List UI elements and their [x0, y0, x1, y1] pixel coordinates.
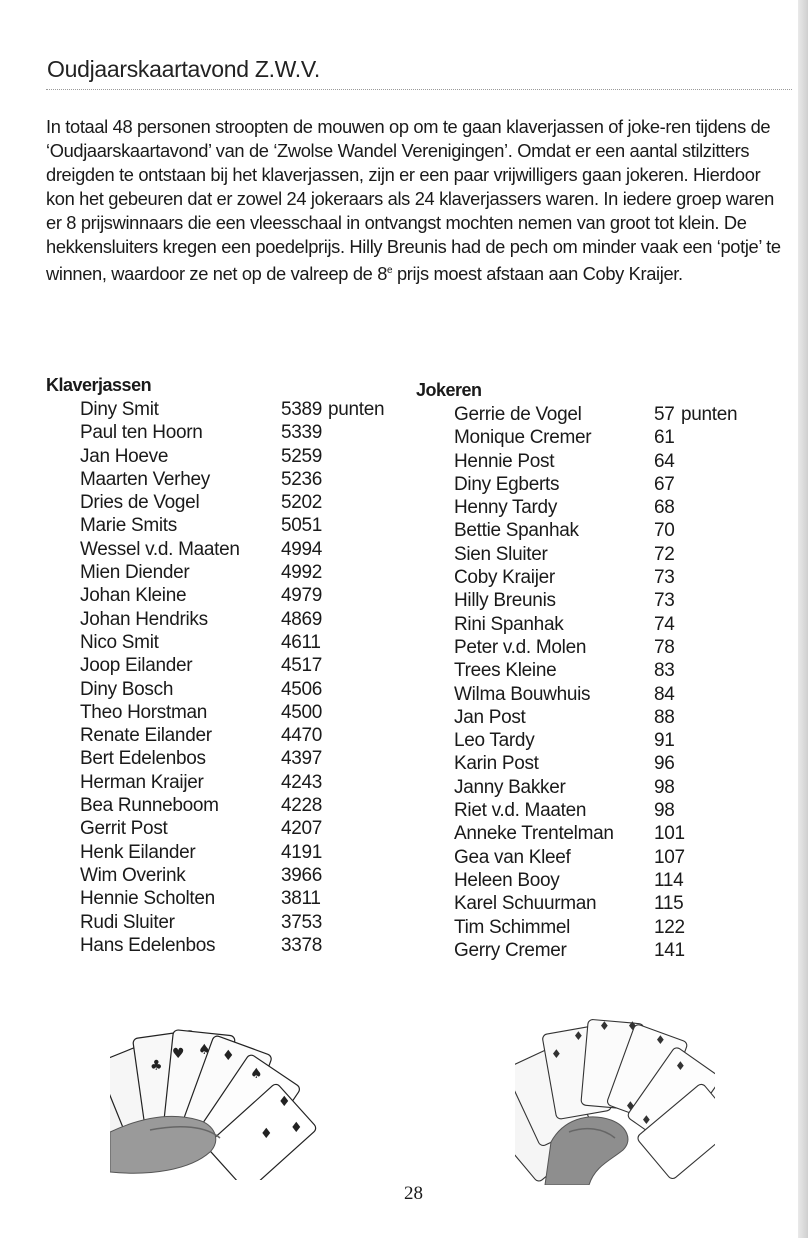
player-score: 5051 [281, 515, 323, 537]
svg-text:♦: ♦ [625, 1099, 636, 1113]
result-row [46, 468, 323, 491]
result-row [416, 613, 675, 636]
player-score: 73 [654, 590, 675, 612]
player-name: Diny Bosch [80, 678, 174, 700]
player-name: Henk Eilander [80, 841, 196, 863]
result-row [46, 631, 321, 654]
player-score: 115 [654, 893, 684, 915]
player-name: Wessel v.d. Maaten [80, 538, 240, 560]
player-name: Gerrie de Vogel [454, 404, 582, 425]
player-name: Gea van Kleef [454, 846, 571, 868]
playing-cards-photo-left [110, 1020, 350, 1180]
title-divider [46, 89, 792, 90]
klaverjassen-column [46, 373, 385, 957]
result-row [416, 589, 675, 612]
result-row [416, 706, 675, 729]
player-score: 3378 [281, 934, 323, 956]
player-name: Wilma Bouwhuis [454, 683, 591, 705]
player-score: 3811 [281, 888, 321, 910]
result-row [46, 724, 323, 747]
player-name: Bea Runneboom [80, 795, 219, 817]
result-row [46, 538, 323, 561]
player-score: 4992 [281, 562, 323, 584]
player-score: 73 [654, 567, 675, 589]
svg-text:♥: ♥ [172, 1046, 185, 1062]
result-row [416, 892, 684, 915]
result-row [416, 752, 675, 775]
player-name: Trees Kleine [454, 660, 557, 682]
player-name: Maarten Verhey [80, 468, 210, 490]
player-name: Leo Tardy [454, 730, 535, 752]
player-score: 4517 [281, 655, 323, 677]
result-row [46, 514, 323, 537]
player-name: Sien Sluiter [454, 543, 548, 565]
playing-cards-photo-right [515, 1000, 715, 1185]
player-score: 91 [654, 730, 675, 752]
result-row [46, 701, 323, 724]
svg-text:♦: ♦ [290, 1120, 303, 1136]
result-row [46, 747, 323, 770]
player-name: Nico Smit [80, 631, 159, 653]
player-score: 70 [654, 520, 675, 542]
result-row [46, 421, 323, 444]
player-score: 68 [654, 497, 675, 519]
player-name: Rini Spanhak [454, 613, 564, 635]
player-name: Theo Horstman [80, 701, 208, 723]
result-row [46, 841, 323, 864]
result-row [46, 398, 385, 421]
player-name: Diny Smit [80, 399, 159, 420]
result-row [416, 939, 685, 962]
player-name: Hennie Scholten [80, 888, 215, 910]
player-name: Hennie Post [454, 450, 555, 472]
result-row [416, 776, 675, 799]
player-score: 5339 [281, 422, 323, 444]
jokeren-results [416, 403, 738, 962]
result-row [46, 794, 323, 817]
player-name: Renate Eilander [80, 725, 212, 747]
result-row [46, 608, 323, 631]
player-name: Johan Hendriks [80, 608, 208, 630]
player-score: 101 [654, 823, 685, 845]
result-row [416, 566, 675, 589]
page-edge [798, 0, 808, 1238]
player-name: Joop Eilander [80, 655, 193, 677]
player-name: Karin Post [454, 753, 539, 775]
result-row [46, 678, 323, 701]
result-row [46, 491, 323, 514]
player-score: 84 [654, 683, 675, 705]
player-score: 96 [654, 753, 675, 775]
player-name: Gerry Cremer [454, 939, 567, 961]
svg-text:♣: ♣ [150, 1058, 163, 1074]
svg-text:♦: ♦ [641, 1113, 652, 1127]
player-name: Hans Edelenbos [80, 934, 216, 956]
player-score: 5236 [281, 468, 323, 490]
player-score: 3966 [281, 864, 323, 886]
result-row [416, 403, 738, 426]
player-score: 4191 [281, 841, 323, 863]
player-score: 67 [654, 473, 675, 495]
result-row [416, 659, 675, 682]
player-name: Tim Schimmel [454, 916, 571, 938]
intro-text-part1: In totaal 48 personen stroopten de mouwen op om te gaan klaverjassen of joke-ren tijdens de ‘Oudjaarskaartavond’ van de ‘Zwolse Wandel Verenigingen’. Omdat er een aantal stilzitters dreigden te ontstaan bij het klaverjassen, zijn er een paar vrijwilligers gaan jokeren. Hierdoor kon het gebeuren dat er zowel 24 jokeraars als 24 klaverjassers waren. In iedere groep waren er 8 prijswinnaars die een vleesschaal in ontvangst mochten nemen van groot tot klein. De hekkensluiters kregen een poedelprijs. Hilly Breunis had de pech om minder vaak een ‘potje’ te winnen, waardoor ze net op de valreep de 8 [46, 116, 781, 285]
result-row [46, 887, 321, 910]
svg-text:♦: ♦ [599, 1019, 610, 1033]
player-name: Riet v.d. Maaten [454, 800, 587, 822]
player-name: Paul ten Hoorn [80, 422, 203, 444]
player-score: 57 [654, 404, 675, 425]
player-score: 5202 [281, 492, 323, 514]
result-row [416, 799, 675, 822]
svg-text:♦: ♦ [655, 1033, 666, 1047]
intro-text-part2: prijs moest afstaan aan Coby Kraijer. [392, 263, 683, 285]
result-row [416, 636, 675, 659]
player-score: 122 [654, 916, 685, 938]
player-score: 4228 [281, 795, 323, 817]
svg-text:♦: ♦ [551, 1047, 562, 1061]
result-row [416, 519, 675, 542]
player-score: 74 [654, 613, 675, 635]
svg-text:♦: ♦ [260, 1126, 273, 1142]
player-score: 4611 [281, 631, 321, 653]
player-score: 61 [654, 427, 675, 449]
svg-text:♠: ♠ [250, 1066, 263, 1082]
result-row [416, 543, 675, 566]
player-name: Wim Overink [80, 864, 186, 886]
score-unit: punten [681, 404, 738, 425]
svg-text:♦: ♦ [278, 1094, 291, 1110]
player-score: 3753 [281, 911, 323, 933]
result-row [416, 822, 685, 845]
player-name: Rudi Sluiter [80, 911, 175, 933]
svg-text:♦: ♦ [573, 1029, 584, 1043]
result-row [46, 654, 323, 677]
player-name: Hilly Breunis [454, 590, 556, 612]
player-score: 88 [654, 706, 675, 728]
player-score: 5259 [281, 445, 323, 467]
player-score: 4500 [281, 701, 323, 723]
player-name: Jan Hoeve [80, 445, 169, 467]
player-score: 5389 [281, 399, 323, 420]
player-name: Monique Cremer [454, 427, 592, 449]
intro-paragraph [46, 115, 791, 286]
player-name: Dries de Vogel [80, 492, 200, 514]
klaverjassen-heading: Klaverjassen [46, 375, 152, 395]
result-row [46, 864, 323, 887]
result-row [46, 817, 323, 840]
result-row [46, 934, 323, 957]
player-name: Heleen Booy [454, 869, 560, 891]
player-score: 83 [654, 660, 675, 682]
result-row [416, 683, 675, 706]
player-score: 78 [654, 636, 675, 658]
score-unit: punten [328, 399, 385, 420]
result-row [416, 729, 675, 752]
result-row [46, 561, 323, 584]
result-row [46, 445, 323, 468]
player-name: Anneke Trentelman [454, 823, 614, 845]
player-score: 4207 [281, 818, 323, 840]
svg-text:♦: ♦ [675, 1059, 686, 1073]
player-score: 64 [654, 450, 675, 472]
page-number: 28 [404, 1183, 423, 1204]
player-score: 141 [654, 939, 685, 961]
player-name: Henny Tardy [454, 497, 558, 519]
result-row [46, 584, 323, 607]
player-score: 114 [654, 869, 684, 891]
jokeren-column [416, 378, 738, 962]
result-row [416, 496, 675, 519]
player-score: 98 [654, 800, 675, 822]
page-title: Oudjaarskaartavond Z.W.V. [47, 56, 320, 82]
result-row [416, 426, 675, 449]
result-row [416, 916, 685, 939]
jokeren-heading: Jokeren [416, 380, 482, 400]
player-name: Gerrit Post [80, 818, 168, 840]
player-score: 4470 [281, 725, 323, 747]
player-name: Marie Smits [80, 515, 177, 537]
player-name: Johan Kleine [80, 585, 187, 607]
svg-text:♠: ♠ [198, 1042, 211, 1058]
result-row [416, 473, 675, 496]
player-score: 72 [654, 543, 675, 565]
player-name: Bert Edelenbos [80, 748, 206, 770]
player-name: Bettie Spanhak [454, 520, 579, 542]
player-name: Jan Post [454, 706, 526, 728]
result-row [416, 846, 685, 869]
player-name: Herman Kraijer [80, 771, 204, 793]
player-score: 4869 [281, 608, 323, 630]
player-name: Coby Kraijer [454, 567, 555, 589]
svg-text:♦: ♦ [222, 1048, 235, 1064]
result-row [46, 771, 323, 794]
result-row [416, 869, 684, 892]
result-row [46, 911, 323, 934]
player-score: 98 [654, 776, 675, 798]
player-name: Mien Diender [80, 562, 190, 584]
player-score: 4506 [281, 678, 323, 700]
player-score: 4397 [281, 748, 323, 770]
player-score: 4979 [281, 585, 323, 607]
result-row [416, 450, 675, 473]
svg-text:♦: ♦ [627, 1019, 638, 1033]
intro-superscript: e [387, 265, 393, 276]
player-name: Diny Egberts [454, 473, 560, 495]
player-name: Peter v.d. Molen [454, 636, 587, 658]
player-score: 107 [654, 846, 685, 868]
player-name: Karel Schuurman [454, 893, 597, 915]
player-score: 4243 [281, 771, 323, 793]
player-score: 4994 [281, 538, 323, 560]
klaverjassen-results [46, 398, 385, 957]
player-name: Janny Bakker [454, 776, 566, 798]
